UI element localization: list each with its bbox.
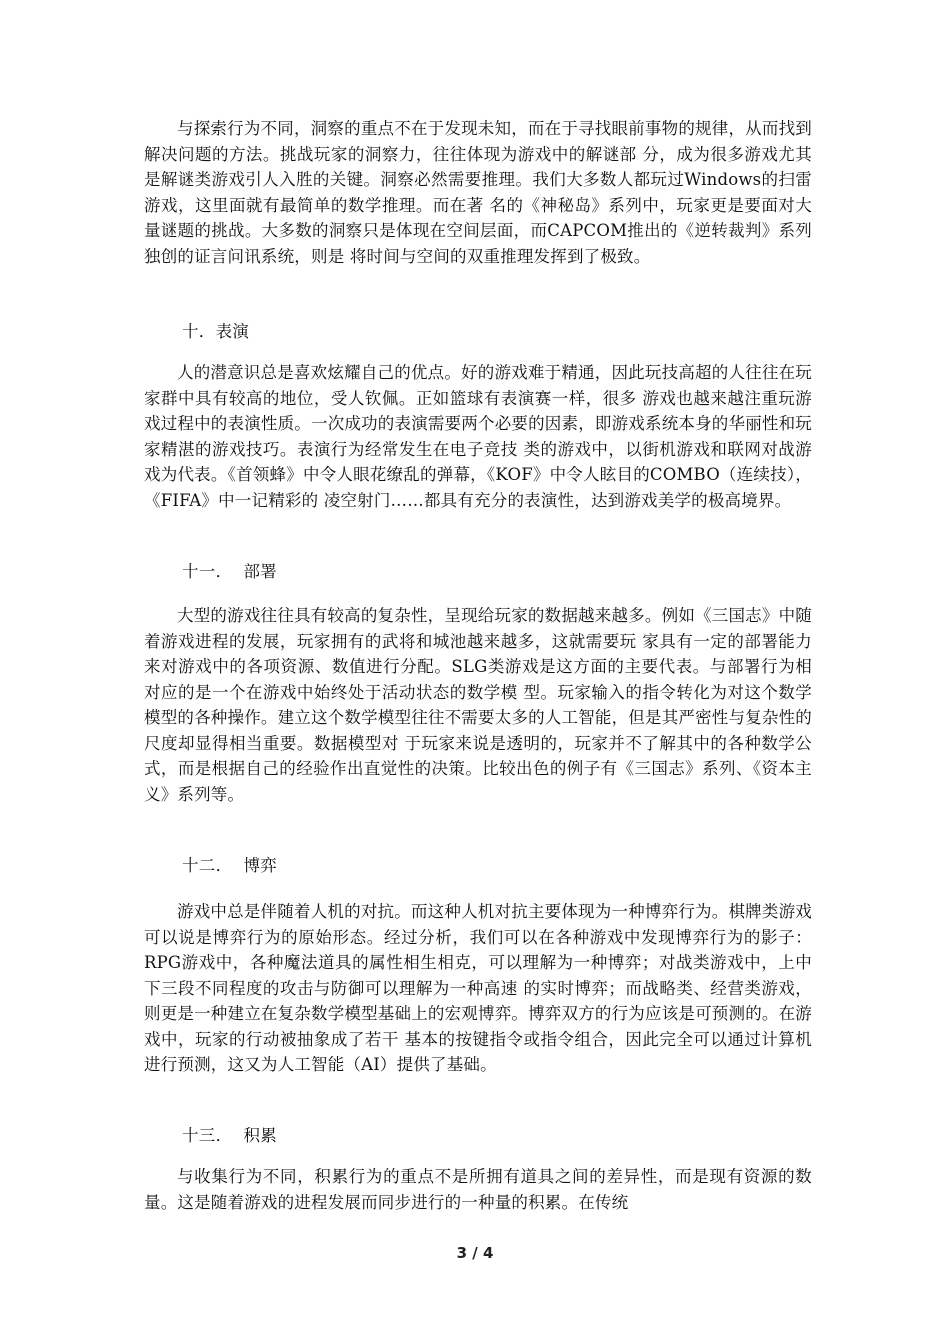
paragraph-game-theory: 游戏中总是伴随着人机的对抗。而这种人机对抗主要体现为一种博弈行为。棋牌类游戏可以说是博弈行为的原始形态。经过分析，我们可以在各种游戏中发现博弈行为的影子：RPG游戏中，各种魔法道具的属性相生相克，可以理解为一种博弈；对战类游戏中，上中下三段不同程度的攻击与防御可以理解为一种高速 的实时博弈；而战略类、经营类游戏，则更是一种建立在复杂数学模型基础上的宏观博弈。博弈双方的行为应该是可预测的。在游戏中，玩家的行动被抽象成了若干 基本的按键指令或指令组合，因此完全可以通过计算机进行预测，这又为人工智能（AI）提供了基础。: [144, 902, 812, 1074]
section-heading-performance: 十．表演: [182, 322, 250, 341]
paragraph-accumulation: 与收集行为不同，积累行为的重点不是所拥有道具之间的差异性，而是现有资源的数量。这是随着游戏的进程发展而同步进行的一种量的积累。在传统: [144, 1167, 812, 1212]
section-heading-accumulation: 十三． 积累: [182, 1126, 278, 1145]
section-heading-game-theory: 十二． 博弈: [182, 856, 278, 875]
section-heading-deployment: 十一． 部署: [182, 562, 278, 581]
paragraph-insight: 与探索行为不同，洞察的重点不在于发现未知，而在于寻找眼前事物的规律，从而找到解决问题的方法。挑战玩家的洞察力，往往体现为游戏中的解谜部 分，成为很多游戏尤其是解谜类游戏引人入胜的关键。洞察必然需要推理。我们大多数人都玩过Windows的扫雷游戏，这里面就有最简单的数学推理。而在著 名的《神秘岛》系列中，玩家更是要面对大量谜题的挑战。大多数的洞察只是体现在空间层面，而CAPCOM推出的《逆转裁判》系列独创的证言问讯系统，则是 将时间与空间的双重推理发挥到了极致。: [144, 119, 812, 266]
paragraph-performance: 人的潜意识总是喜欢炫耀自己的优点。好的游戏难于精通，因此玩技高超的人往往在玩家群中具有较高的地位，受人钦佩。正如篮球有表演赛一样，很多 游戏也越来越注重玩游戏过程中的表演性质。一次成功的表演需要两个必要的因素，即游戏系统本身的华丽性和玩家精湛的游戏技巧。表演行为经常发生在电子竞技 类的游戏中，以街机游戏和联网对战游戏为代表。《首领蜂》中令人眼花缭乱的弹幕，《KOF》中令人眩目的COMBO（连续技），《FIFA》中一记精彩的 凌空射门……都具有充分的表演性，达到游戏美学的极高境界。: [144, 363, 812, 510]
paragraph-deployment: 大型的游戏往往具有较高的复杂性，呈现给玩家的数据越来越多。例如《三国志》中随着游戏进程的发展，玩家拥有的武将和城池越来越多，这就需要玩 家具有一定的部署能力来对游戏中的各项资源、数值进行分配。SLG类游戏是这方面的主要代表。与部署行为相对应的是一个在游戏中始终处于活动状态的数学模 型。玩家输入的指令转化为对这个数学模型的各种操作。建立这个数学模型往往不需要太多的人工智能，但是其严密性与复杂性的尺度却显得相当重要。数据模型对 于玩家来说是透明的，玩家并不了解其中的各种数学公式，而是根据自己的经验作出直觉性的决策。比较出色的例子有《三国志》系列、《资本主义》系列等。: [144, 606, 812, 804]
page-number: 3 / 4: [456, 1244, 494, 1262]
